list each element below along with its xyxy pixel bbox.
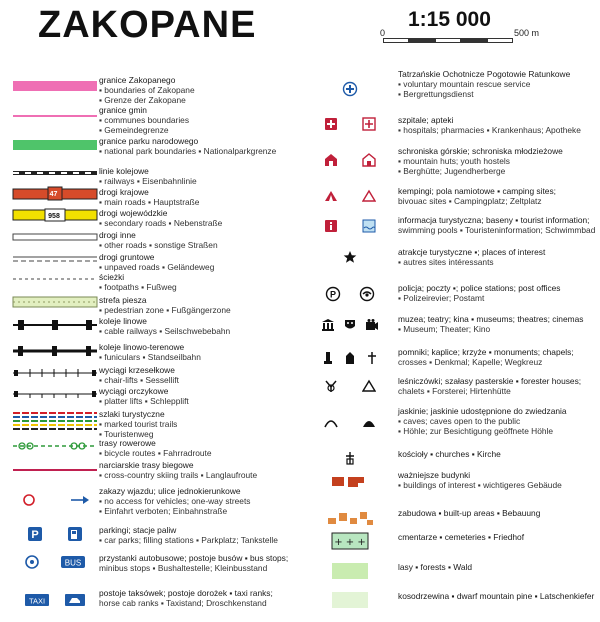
legend-translation: ▪ car parks; filling stations ▪ Parkplatz; Tankstelle bbox=[99, 535, 278, 545]
police-icon bbox=[325, 286, 341, 302]
legend-symbol-drogi-gruntowe bbox=[10, 251, 100, 267]
legend-symbol-sciezki bbox=[10, 271, 100, 287]
legend-translation: swimming pools ▪ Touristeninformation; Schwimmbad bbox=[398, 225, 596, 235]
legend-translation: ▪ communes boundaries bbox=[99, 115, 190, 125]
legend-symbol-granice-parku bbox=[10, 135, 100, 155]
scale-bar bbox=[383, 38, 513, 45]
legend-symbol-wyciagi-krzeselkowe bbox=[10, 364, 100, 382]
legend-item-linie-kolejowe bbox=[10, 165, 360, 186]
legend-label: schroniska górskie; schroniska młodzieżowe bbox=[398, 146, 563, 156]
legend-label: szlaki turystyczne bbox=[99, 409, 165, 419]
legend-label: kosodrzewina ▪ dwarf mountain pine ▪ Latschenkiefer bbox=[398, 591, 595, 601]
legend-label: koleje linowe bbox=[99, 316, 147, 326]
legend-item-lasy bbox=[312, 561, 598, 581]
legend-translation: ▪ platter lifts ▪ Schlepplift bbox=[99, 396, 189, 406]
cave-icon bbox=[324, 415, 338, 429]
legend-translation: ▪ unpaved roads ▪ Geländeweg bbox=[99, 262, 215, 272]
legend-item-informacja bbox=[312, 214, 598, 238]
legend-translation: ▪ Berghütte; Jugendherberge bbox=[398, 166, 506, 176]
legend-translation: ▪ Polizeirevier; Postamt bbox=[398, 293, 485, 303]
legend-label: ścieżki bbox=[99, 272, 125, 282]
legend-symbol-narciarskie-trasy bbox=[10, 459, 100, 481]
legend-symbol-koscioly bbox=[312, 448, 388, 468]
legend-symbol-atrakcje bbox=[312, 246, 388, 268]
legend-translation: ▪ funiculars ▪ Standseilbahn bbox=[99, 352, 201, 362]
chapel-icon bbox=[345, 351, 355, 365]
legend-symbol-kempingi bbox=[312, 185, 388, 207]
fuel-station-icon bbox=[67, 526, 83, 547]
legend-item-strefa-piesza bbox=[10, 294, 360, 315]
legend-translation: ▪ Touristenweg bbox=[99, 429, 154, 439]
map-title: ZAKOPANE bbox=[38, 4, 257, 46]
legend-translation: crosses ▪ Denkmal; Kapelle; Wegkreuz bbox=[398, 357, 543, 367]
museum-icon bbox=[321, 318, 335, 332]
legend-item-policja bbox=[312, 282, 598, 306]
legend-translation: ▪ secondary roads ▪ Nebenstraße bbox=[99, 218, 223, 228]
scale-ratio: 1:15 000 bbox=[408, 8, 491, 31]
legend-translation: ▪ boundaries of Zakopane bbox=[99, 85, 195, 95]
legend-item-postoje-taksowek bbox=[10, 587, 360, 617]
legend-item-cmentarze bbox=[312, 531, 598, 551]
legend-label: drogi krajowe bbox=[99, 187, 149, 197]
legend-item-zabudowa bbox=[312, 507, 598, 525]
legend-symbol-schroniska bbox=[312, 145, 388, 175]
legend-translation: ▪ no access for vehicles; one-way streets bbox=[99, 496, 251, 506]
legend-label: granice gmin bbox=[99, 105, 147, 115]
legend-translation: ▪ other roads ▪ sonstige Straßen bbox=[99, 240, 218, 250]
legend-item-koleje-linowo-terenowe bbox=[10, 341, 360, 361]
svg-text:P: P bbox=[31, 528, 39, 541]
theatre-icon bbox=[343, 318, 357, 332]
legend-translation: ▪ Bergrettungsdienst bbox=[398, 89, 474, 99]
cross-icon bbox=[367, 351, 377, 365]
scale-start-label: 0 bbox=[380, 28, 386, 38]
shepherd-hut-icon bbox=[362, 379, 376, 393]
legend-symbol-postoje-taksowek bbox=[10, 587, 100, 617]
legend-translation: minibus stops ▪ Bushaltestelle; Kleinbusstand bbox=[99, 563, 268, 573]
legend-symbol-pomniki bbox=[312, 346, 388, 370]
legend-item-drogi-inne bbox=[10, 229, 360, 250]
church-icon bbox=[343, 451, 357, 465]
legend-symbol-lasy bbox=[312, 561, 388, 581]
legend-translation: ▪ Gemeindegrenze bbox=[99, 125, 169, 135]
legend-label: zabudowa ▪ built-up areas ▪ Bebauung bbox=[398, 508, 541, 518]
legend-label: lasy ▪ forests ▪ Wald bbox=[398, 562, 473, 572]
legend-translation: ▪ mountain huts; youth hostels bbox=[398, 156, 510, 166]
legend-label: przystanki autobusowe; postoje busów ▪ bus stops; bbox=[99, 553, 289, 563]
bus-stop-icon bbox=[24, 554, 40, 575]
legend-label: jaskinie; jaskinie udostępnione do zwiedzania bbox=[398, 406, 567, 416]
hospital-icon bbox=[324, 117, 338, 131]
legend-translation: ▪ railways ▪ Eisenbahnlinie bbox=[99, 176, 197, 186]
legend-symbol-strefa-piesza bbox=[10, 294, 100, 310]
no-entry-icon bbox=[19, 490, 39, 515]
legend-label: wyciągi orczykowe bbox=[99, 386, 169, 396]
legend-item-wazniejsze-budynki bbox=[312, 469, 598, 495]
monument-icon bbox=[323, 351, 333, 365]
legend-label: wyciągi krzesełkowe bbox=[99, 365, 175, 375]
legend-item-szlaki-turystyczne bbox=[10, 408, 360, 439]
legend-label: koleje linowo-terenowe bbox=[99, 342, 185, 352]
legend-symbol-granice-gmin bbox=[10, 104, 100, 128]
road-number-badge: 958 bbox=[48, 213, 60, 220]
legend-symbol-trasy-rowerowe bbox=[10, 437, 100, 455]
legend-item-granice-gmin bbox=[10, 104, 360, 135]
legend-item-kosodrzewina bbox=[312, 590, 598, 610]
legend-translation: ▪ Grenze der Zakopane bbox=[99, 95, 186, 105]
legend-item-koleje-linowe bbox=[10, 315, 360, 335]
rescue-cross-icon bbox=[342, 81, 358, 97]
legend-symbol-cmentarze bbox=[312, 531, 388, 551]
forester-house-icon bbox=[324, 379, 338, 393]
legend-item-granice-zakopanego bbox=[10, 74, 360, 105]
legend-item-drogi-krajowe bbox=[10, 186, 360, 207]
legend-symbol-koleje-linowo-terenowe bbox=[10, 341, 100, 361]
legend-symbol-szpitale bbox=[312, 114, 388, 134]
camping-tent-icon bbox=[324, 189, 338, 203]
legend-label: zakazy wjazdu; ulice jednokierunkowe bbox=[99, 486, 241, 496]
legend-item-topr bbox=[312, 68, 598, 108]
post-horn-icon bbox=[359, 286, 375, 302]
legend-label: cmentarze ▪ cemeteries ▪ Friedhof bbox=[398, 532, 525, 542]
legend-translation: ▪ Einfahrt verboten; Einbahnstraße bbox=[99, 506, 228, 516]
legend-label: muzea; teatry; kina ▪ museums; theatres; cinemas bbox=[398, 314, 584, 324]
legend-item-granice-parku bbox=[10, 135, 360, 155]
svg-text:P: P bbox=[329, 289, 337, 300]
legend-translation: ▪ buildings of interest ▪ wichtigeres Gebäude bbox=[398, 480, 562, 490]
legend-translation: horse cab ranks ▪ Taxistand; Droschkenstand bbox=[99, 598, 267, 608]
legend-label: postoje taksówek; postoje dorożek ▪ taxi ranks; bbox=[99, 588, 273, 598]
legend-translation: ▪ footpaths ▪ Fußweg bbox=[99, 282, 177, 292]
legend-label: strefa piesza bbox=[99, 295, 147, 305]
legend-symbol-koleje-linowe bbox=[10, 315, 100, 335]
legend-label: granice parku narodowego bbox=[99, 136, 199, 146]
legend-item-atrakcje bbox=[312, 246, 598, 268]
legend-item-lesniczowki bbox=[312, 375, 598, 397]
star-icon bbox=[343, 250, 357, 264]
legend-item-drogi-wojewodzkie bbox=[10, 207, 360, 228]
horse-cab-icon bbox=[64, 593, 86, 612]
parking-icon bbox=[27, 526, 43, 547]
bus-icon bbox=[60, 555, 86, 574]
svg-text:TAXI: TAXI bbox=[28, 596, 46, 605]
legend-translation: ▪ voluntary mountain rescue service bbox=[398, 79, 531, 89]
legend-symbol-muzea bbox=[312, 313, 388, 337]
legend-item-schroniska bbox=[312, 145, 598, 175]
legend-label: drogi gruntowe bbox=[99, 252, 155, 262]
legend-symbol-zakazy-wjazdu bbox=[10, 485, 100, 519]
legend-symbol-linie-kolejowe bbox=[10, 165, 100, 181]
legend-label: drogi inne bbox=[99, 230, 136, 240]
bivouac-icon bbox=[362, 189, 376, 203]
legend-translation: ▪ bicycle routes ▪ Fahrradroute bbox=[99, 448, 212, 458]
legend-translation: ▪ cross-country skiing trails ▪ Langlaufroute bbox=[99, 470, 258, 480]
legend-item-koscioly bbox=[312, 448, 598, 464]
legend-translation: ▪ chair-lifts ▪ Sessellift bbox=[99, 375, 179, 385]
legend-symbol-parkingi bbox=[10, 524, 100, 548]
legend-label: kościoły ▪ churches ▪ Kirche bbox=[398, 449, 501, 459]
mountain-hut-icon bbox=[324, 153, 338, 167]
legend-label: Tatrzańskie Ochotnicze Pogotowie Ratunkowe bbox=[398, 69, 571, 79]
legend-label: granice Zakopanego bbox=[99, 75, 176, 85]
legend-symbol-lesniczowki bbox=[312, 375, 388, 397]
legend-translation: ▪ Museum; Theater; Kino bbox=[398, 324, 491, 334]
legend-symbol-szlaki-turystyczne bbox=[10, 408, 100, 434]
svg-text:BUS: BUS bbox=[64, 558, 82, 567]
legend-item-szpitale bbox=[312, 114, 598, 134]
scale-end-label: 500 m bbox=[514, 28, 540, 38]
legend-translation: ▪ caves; caves open to the public bbox=[398, 416, 521, 426]
legend-item-narciarskie-trasy bbox=[10, 459, 360, 481]
legend-label: informacja turystyczna; baseny ▪ tourist information; bbox=[398, 215, 590, 225]
legend-label: narciarskie trasy biegowe bbox=[99, 460, 194, 470]
legend-translation: ▪ marked tourist trails bbox=[99, 419, 178, 429]
taxi-icon bbox=[24, 593, 50, 612]
legend-label: pomniki; kaplice; krzyże ▪ monuments; chapels; bbox=[398, 347, 574, 357]
legend-label: atrakcje turystyczne ▪; places of interest bbox=[398, 247, 546, 257]
legend-symbol-drogi-wojewodzkie bbox=[10, 207, 100, 223]
legend-translation: ▪ autres sites intéressants bbox=[398, 257, 494, 267]
road-number-badge: 47 bbox=[49, 191, 58, 198]
legend-translation: ▪ cable railways ▪ Seilschwebebahn bbox=[99, 326, 231, 336]
legend-label: kempingi; pola namiotowe ▪ camping sites; bbox=[398, 186, 556, 196]
legend-label: trasy rowerowe bbox=[99, 438, 156, 448]
legend-label: linie kolejowe bbox=[99, 166, 149, 176]
legend-symbol-jaskinie bbox=[312, 405, 388, 439]
cave-open-icon bbox=[362, 415, 376, 429]
legend-symbol-drogi-krajowe bbox=[10, 186, 100, 202]
legend-item-przystanki bbox=[10, 552, 360, 576]
info-icon bbox=[324, 219, 338, 233]
legend-item-pomniki bbox=[312, 346, 598, 370]
pharmacy-icon bbox=[362, 117, 376, 131]
legend-item-trasy-rowerowe bbox=[10, 437, 360, 458]
legend-symbol-przystanki bbox=[10, 552, 100, 576]
svg-text:+ + +: + + + bbox=[334, 537, 366, 548]
legend-item-muzea bbox=[312, 313, 598, 337]
legend-translation: ▪ hospitals; pharmacies ▪ Krankenhaus; Apotheke bbox=[398, 125, 581, 135]
legend-translation: ▪ national park boundaries ▪ Nationalparkgrenze bbox=[99, 146, 277, 156]
legend-item-kempingi bbox=[312, 185, 598, 207]
legend-item-wyciagi-orczykowe bbox=[10, 385, 360, 406]
legend-symbol-policja bbox=[312, 282, 388, 306]
one-way-arrow-icon bbox=[69, 490, 91, 515]
legend-item-drogi-gruntowe bbox=[10, 251, 360, 272]
legend-label: leśniczówki; szałasy pasterskie ▪ forester houses; bbox=[398, 376, 582, 386]
cinema-icon bbox=[365, 318, 379, 332]
legend-item-parkingi bbox=[10, 524, 360, 548]
legend-translation: ▪ main roads ▪ Hauptstraße bbox=[99, 197, 200, 207]
legend-symbol-granice-zakopanego bbox=[10, 74, 100, 98]
legend-label: policja; poczty ▪; police stations; post offices bbox=[398, 283, 561, 293]
legend-label: szpitale; apteki bbox=[398, 115, 454, 125]
legend-symbol-zabudowa bbox=[312, 507, 388, 527]
legend-item-sciezki bbox=[10, 271, 360, 292]
legend-symbol-wazniejsze-budynki bbox=[312, 469, 388, 495]
legend-item-zakazy-wjazdu bbox=[10, 485, 360, 519]
legend-symbol-drogi-inne bbox=[10, 229, 100, 245]
legend-symbol-kosodrzewina bbox=[312, 590, 388, 610]
legend-symbol-wyciagi-orczykowe bbox=[10, 385, 100, 403]
legend-item-wyciagi-krzeselkowe bbox=[10, 364, 360, 385]
legend-symbol-informacja bbox=[312, 214, 388, 238]
legend-label: parkingi; stacje paliw bbox=[99, 525, 177, 535]
youth-hostel-icon bbox=[362, 153, 376, 167]
legend-translation: ▪ Höhle; zur Besichtigung geöffnete Höhle bbox=[398, 426, 554, 436]
legend-translation: bivouac sites ▪ Campingplatz; Zeltplatz bbox=[398, 196, 542, 206]
legend-label: drogi wojewódzkie bbox=[99, 208, 168, 218]
legend-translation: ▪ pedestrian zone ▪ Fußgängerzone bbox=[99, 305, 231, 315]
legend-label: ważniejsze budynki bbox=[398, 470, 471, 480]
legend-translation: chalets ▪ Forsterei; Hirtenhütte bbox=[398, 386, 511, 396]
legend-item-jaskinie bbox=[312, 405, 598, 439]
pool-icon bbox=[362, 219, 376, 233]
